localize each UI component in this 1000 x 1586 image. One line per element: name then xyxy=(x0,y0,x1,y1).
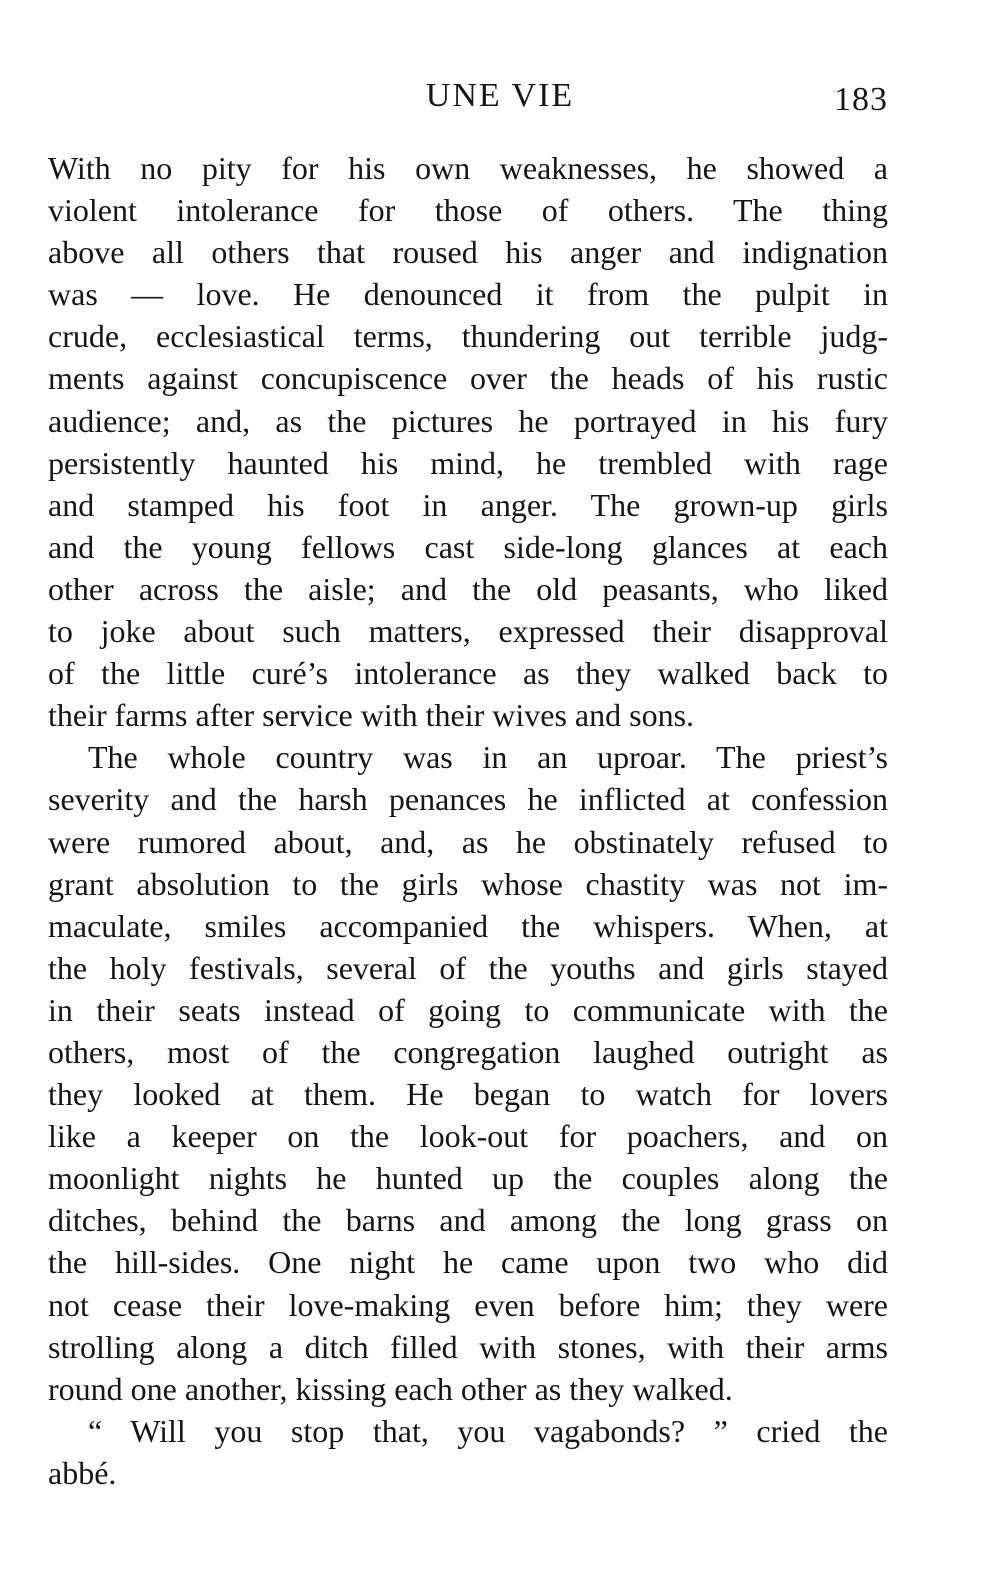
text-line: in their seats instead of going to communicate with the xyxy=(48,991,888,1028)
text-line: moonlight nights he hunted up the couples along the xyxy=(48,1160,888,1197)
page-number: 183 xyxy=(834,81,888,118)
running-title: UNE VIE xyxy=(425,77,575,114)
text-line: was — love. He denounced it from the pulpit in xyxy=(48,276,888,313)
text-line: the hill-sides. One night he came upon two who did xyxy=(48,1244,888,1281)
text-line: they looked at them. He began to watch for lovers xyxy=(48,1076,888,1113)
text-line: like a keeper on the look-out for poachers, and on xyxy=(48,1118,888,1155)
text-line: “ Will you stop that, you vagabonds? ” cried the xyxy=(88,1412,888,1449)
text-line: ments against concupiscence over the heads of his rustic xyxy=(48,360,888,397)
text-line: ditches, behind the barns and among the long grass on xyxy=(48,1202,888,1239)
text-line: abbé. xyxy=(48,1454,117,1491)
text-line: other across the aisle; and the old peasants, who liked xyxy=(48,570,888,607)
text-line: were rumored about, and, as he obstinately refused to xyxy=(48,823,888,860)
text-line: to joke about such matters, expressed their disapproval xyxy=(48,613,888,650)
text-line: audience; and, as the pictures he portrayed in his fury xyxy=(48,402,888,439)
text-line: maculate, smiles accompanied the whispers. When, at xyxy=(48,907,888,944)
text-line: severity and the harsh penances he inflicted at confession xyxy=(48,781,888,818)
text-line: crude, ecclesiastical terms, thundering out terrible judg- xyxy=(48,318,888,355)
text-line: grant absolution to the girls whose chastity was not im- xyxy=(48,865,888,902)
text-line: and stamped his foot in anger. The grown-up girls xyxy=(48,486,888,523)
text-line: their farms after service with their wives and sons. xyxy=(48,697,695,734)
text-line: With no pity for his own weaknesses, he showed a xyxy=(48,150,888,186)
text-line: not cease their love-making even before him; they were xyxy=(48,1286,888,1323)
body-text xyxy=(48,147,888,1494)
text-line: violent intolerance for those of others. The thing xyxy=(48,192,888,229)
text-line: The whole country was in an uproar. The priest’s xyxy=(88,739,888,776)
text-line: round one another, kissing each other as they walked. xyxy=(48,1370,733,1407)
text-line: the holy festivals, several of the youths and girls stayed xyxy=(48,949,888,986)
text-line: others, most of the congregation laughed outright as xyxy=(48,1033,888,1070)
text-line: of the little curé’s intolerance as they walked back to xyxy=(48,655,888,692)
text-line: strolling along a ditch filled with stones, with their arms xyxy=(48,1328,888,1365)
text-line: persistently haunted his mind, he trembled with rage xyxy=(48,444,888,481)
text-line: above all others that roused his anger and indignation xyxy=(48,234,888,271)
text-line: and the young fellows cast side-long glances at each xyxy=(48,528,888,565)
